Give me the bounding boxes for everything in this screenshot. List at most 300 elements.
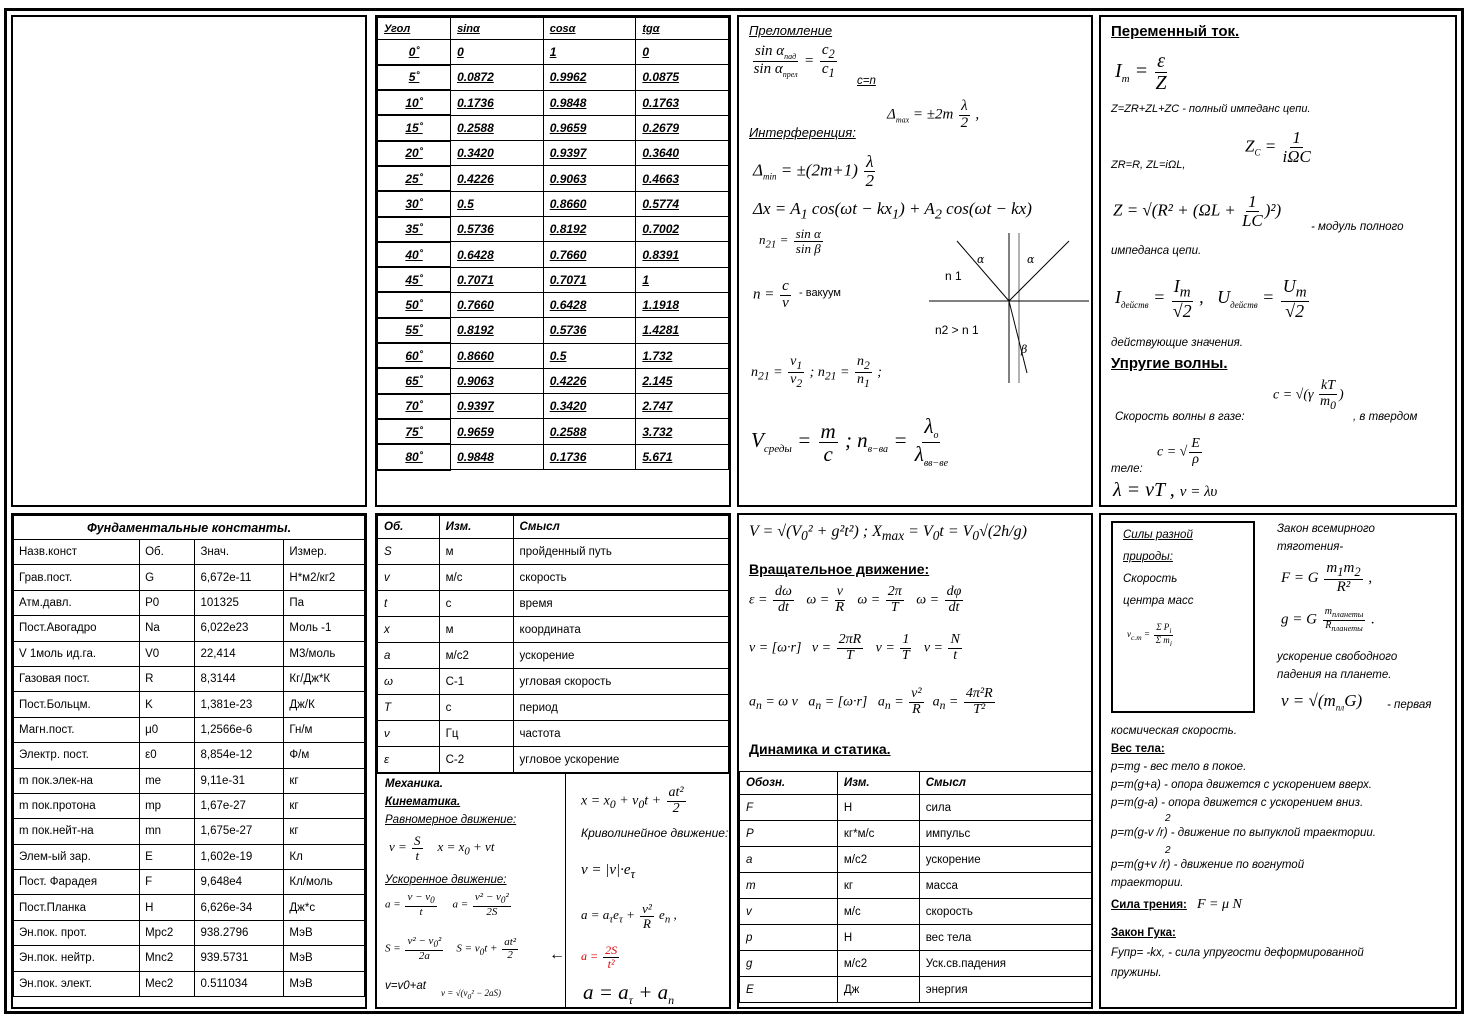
table-row <box>378 115 729 140</box>
n21-ratio-formula: $n_{21}$ = $\frac{v_1}{v_2}$ ; $n_{21}$ = $\frac{n_2}{n_1}$ ; <box>751 354 882 390</box>
dynamics-title: Динамика и статика. <box>749 741 891 757</box>
table-cell: 75˚ <box>378 419 451 444</box>
column-header: Обозн. <box>740 772 838 795</box>
table-cell: с <box>439 695 513 721</box>
weight-1: p=mg - вес тело в покое. <box>1111 761 1247 773</box>
hooke-title: Закон Гука: <box>1111 927 1176 939</box>
constants-table <box>13 515 365 997</box>
table-cell: Mec2 <box>140 971 195 996</box>
table-cell: 938.2796 <box>195 920 284 945</box>
optics-panel <box>737 15 1093 507</box>
table-row <box>378 343 729 368</box>
column-header: Назв.конст <box>14 540 140 565</box>
im-formula: $I_m$ = $\frac{\varepsilon}{Z}$ <box>1115 50 1167 94</box>
column-header: Об. <box>378 516 440 539</box>
kinematics-title: Кинематика. <box>385 796 461 808</box>
friction-title: Сила трения: <box>1111 899 1187 911</box>
waves-title: Упругие волны. <box>1111 355 1228 372</box>
first-b: космическая скорость. <box>1111 725 1237 737</box>
table-cell: Mpc2 <box>140 920 195 945</box>
table-cell: 1.732 <box>636 343 729 368</box>
table-cell: 1,602e-19 <box>195 844 284 869</box>
table-cell: Н <box>837 795 919 821</box>
column-header: Изм. <box>439 516 513 539</box>
table-cell: 1.4281 <box>636 318 729 343</box>
v-vector-formula: $v = |v|\cdot e_\tau$ <box>581 862 636 881</box>
table-cell: пройденный путь <box>513 539 728 565</box>
table-cell: 40˚ <box>378 242 451 267</box>
table-row <box>14 717 365 742</box>
table-cell: частота <box>513 721 728 747</box>
table-cell: ν <box>378 721 440 747</box>
table-cell: м <box>439 539 513 565</box>
table-cell: 0.7002 <box>636 217 729 242</box>
table-cell: T <box>378 695 440 721</box>
table-row <box>14 768 365 793</box>
table-cell: 70˚ <box>378 394 451 419</box>
table-cell: 0.7071 <box>451 267 544 292</box>
table-cell: me <box>140 768 195 793</box>
gas-speed-label: Скорость волны в газе: <box>1115 411 1245 423</box>
table-cell: 0.4226 <box>451 166 544 191</box>
table-cell: координата <box>513 617 728 643</box>
table-cell: 6,672e-11 <box>195 565 284 590</box>
table-cell: м/с2 <box>439 643 513 669</box>
table-cell: МэВ <box>284 946 365 971</box>
table-cell: μ0 <box>140 717 195 742</box>
table-row <box>14 565 365 590</box>
table-cell: 35˚ <box>378 217 451 242</box>
table-row <box>14 743 365 768</box>
column-header: Смысл <box>513 516 728 539</box>
table-cell: Н*м2/кг2 <box>284 565 365 590</box>
table-row <box>14 793 365 818</box>
table-cell: g <box>740 951 838 977</box>
table-cell: 101325 <box>195 590 284 615</box>
refraction-formula: $\frac{\sin \alpha_{пад}}{\sin \alpha_{прел}}$ = $\frac{c_2}{c_1}$ <box>753 42 835 81</box>
table-cell: Дж*с <box>284 895 365 920</box>
table-cell: с <box>439 591 513 617</box>
table-cell: 55˚ <box>378 318 451 343</box>
table-row <box>378 419 729 444</box>
table-cell: 0.7660 <box>543 242 636 267</box>
table-cell: 2.747 <box>636 394 729 419</box>
table-row <box>14 590 365 615</box>
n21-formula: $n_{21}$ = $\frac{\text{sin α}}{\text{sin β}}$ <box>759 226 821 256</box>
table-row <box>740 977 1094 1003</box>
delta-max-formula: $\Delta_{max} = \pm 2m$ $\frac{\lambda}{2}$ , <box>887 98 980 131</box>
table-cell: 0.8391 <box>636 242 729 267</box>
weight-title: Вес тела: <box>1111 743 1165 755</box>
table-cell: 0.1736 <box>451 90 544 115</box>
sq-2: 2 <box>1165 845 1171 856</box>
table-cell: 0.9063 <box>451 368 544 393</box>
column-header: cosα <box>543 18 636 40</box>
svg-text:α: α <box>977 253 985 266</box>
a-red-formula: a = $\frac{2S}{\text{t²}}$ <box>581 943 618 971</box>
table-row <box>14 971 365 996</box>
gravity-a: Закон всемирного <box>1277 523 1375 535</box>
mechanics-title: Механика. <box>385 778 443 790</box>
delta-min-formula: $\Delta_{min} = \pm(2m+1)$ $\frac{\lambda}{2}$ <box>753 152 875 190</box>
table-cell: вес тела <box>919 925 1093 951</box>
weight-5b: траектории. <box>1111 877 1184 889</box>
table-cell: Кл/моль <box>284 870 365 895</box>
table-cell: 0.3640 <box>636 141 729 166</box>
table-row <box>378 318 729 343</box>
table-cell: p <box>740 925 838 951</box>
mechanics-box <box>377 773 731 1009</box>
table-cell: F <box>140 870 195 895</box>
rotation-title: Вращательное движение: <box>749 561 930 577</box>
freefall-a: ускорение свободного <box>1277 651 1398 663</box>
first-cosmic-formula: $v = √(m_{пл}G)$ <box>1281 691 1363 713</box>
table-cell: 0.9848 <box>543 90 636 115</box>
table-cell: 1 <box>543 40 636 65</box>
table-cell: угловая скорость <box>513 669 728 695</box>
kinematics-symbols-table <box>377 515 729 773</box>
ac-title: Переменный ток. <box>1111 23 1240 40</box>
table-cell: P0 <box>140 590 195 615</box>
table-row <box>378 444 729 469</box>
dynamics-symbols-table <box>739 771 1093 1003</box>
a-components-formula: $a = a_\tau e_\tau$ + $\frac{\text{v²}}{R}$ $e_n$ , <box>581 901 677 931</box>
table-cell: 8,3144 <box>195 666 284 691</box>
table-cell: E <box>740 977 838 1003</box>
z-modulus-formula: Z = √(R² + (ΩL + $\frac{1}{LC}$ )²) <box>1113 192 1282 230</box>
table-cell: 50˚ <box>378 292 451 317</box>
table-cell: 0.1736 <box>543 444 636 469</box>
table-row <box>14 819 365 844</box>
table-cell: 1.1918 <box>636 292 729 317</box>
projectile-formula: $V = √(V_0^2 + g^2t^2)$ ; $X_{max} = V_0t = V_0√(2h/g)$ <box>749 523 1027 544</box>
table-cell: 0.9063 <box>543 166 636 191</box>
table-cell: 939.5731 <box>195 946 284 971</box>
impedance-note: Z=ZR+ZL+ZC - полный импеданс цепи. <box>1111 103 1311 115</box>
table-cell: 0.5736 <box>543 318 636 343</box>
vacuum-note: - вакуум <box>799 287 841 299</box>
table-cell: Ф/м <box>284 743 365 768</box>
table-cell: 0.6428 <box>543 292 636 317</box>
arrow-icon: ← <box>549 946 565 963</box>
table-cell: 0.4663 <box>636 166 729 191</box>
a-vector-formula: $a = a_\tau + a_n$ <box>583 980 675 1008</box>
table-cell: 0.0872 <box>451 65 544 90</box>
table-cell: G <box>140 565 195 590</box>
table-cell: 0.8192 <box>451 318 544 343</box>
table-row <box>14 844 365 869</box>
table-cell: 0.9397 <box>451 394 544 419</box>
zc-formula: $Z_C$ = $\frac{1}{\text{iΩC}}$ <box>1245 128 1311 166</box>
kinematics-panel <box>375 513 731 1009</box>
table-cell: 1,675e-27 <box>195 819 284 844</box>
table-cell: 6,626e-34 <box>195 895 284 920</box>
table-cell: Магн.пост. <box>14 717 140 742</box>
gravity-b: тяготения- <box>1277 541 1344 553</box>
table-cell: 1 <box>636 267 729 292</box>
table-cell: Эн.пок. нейтр. <box>14 946 140 971</box>
g-formula: g = G $\frac{m_{планеты}}{R_{планеты}}$ . <box>1281 606 1375 633</box>
table-cell: Элем-ый зар. <box>14 844 140 869</box>
table-cell: 0 <box>451 40 544 65</box>
table-cell: 0.8192 <box>543 217 636 242</box>
box-line-a: Силы разной <box>1123 529 1193 541</box>
table-row <box>378 591 729 617</box>
table-cell: H <box>140 895 195 920</box>
curvilinear-label: Криволинейное движение: <box>581 826 729 840</box>
table-cell: 5˚ <box>378 65 451 90</box>
forces-panel <box>1099 513 1457 1009</box>
table-cell: 0.2679 <box>636 115 729 140</box>
box-line-d: центра масс <box>1123 595 1194 607</box>
table-row <box>740 795 1094 821</box>
center-mass-box <box>1111 521 1255 713</box>
table-row <box>14 946 365 971</box>
table-cell: 1,2566e-6 <box>195 717 284 742</box>
table-cell: Грав.пост. <box>14 565 140 590</box>
interference-title: Интерференция: <box>749 125 856 140</box>
table-cell: 0.9962 <box>543 65 636 90</box>
table-cell: V0 <box>140 641 195 666</box>
table-cell: Эн.пок. элект. <box>14 971 140 996</box>
weight-2: p=m(g+a) - опора движется с ускорением вверх. <box>1111 779 1372 791</box>
table-row <box>740 951 1094 977</box>
table-cell: x <box>378 617 440 643</box>
table-cell: 1,381e-23 <box>195 692 284 717</box>
table-row <box>378 191 729 216</box>
table-cell: 0.5 <box>543 343 636 368</box>
table-cell: 0.5 <box>451 191 544 216</box>
table-cell: 9,648e4 <box>195 870 284 895</box>
n-formula: n = $\frac{c}{v}$ <box>753 278 789 311</box>
table-row <box>378 721 729 747</box>
table-cell: 15˚ <box>378 115 451 140</box>
table-row <box>378 695 729 721</box>
table-row <box>378 90 729 115</box>
cheat-sheet-frame <box>4 8 1464 1014</box>
column-header: Об. <box>140 540 195 565</box>
table-cell: 0.4226 <box>543 368 636 393</box>
table-cell: ускорение <box>513 643 728 669</box>
table-cell: м/с <box>837 899 919 925</box>
rotation-formula-2: v = [ω·r] v = $\frac{2\pi R}{T}$ ν = $\frac{1}{T}$ ν = $\frac{N}{t}$ <box>749 632 960 663</box>
table-cell: скорость <box>919 899 1093 925</box>
table-cell: скорость <box>513 565 728 591</box>
ac-panel <box>1099 15 1457 507</box>
uniform-label: Равномерное движение: <box>385 814 517 826</box>
table-row <box>378 40 729 65</box>
table-cell: Кг/Дж*К <box>284 666 365 691</box>
table-row <box>378 242 729 267</box>
table-cell: 20˚ <box>378 141 451 166</box>
column-header: Измер. <box>284 540 365 565</box>
table-cell: Гн/м <box>284 717 365 742</box>
table-cell: V 1моль ид.га. <box>14 641 140 666</box>
table-cell: 2.145 <box>636 368 729 393</box>
table-cell: масса <box>919 873 1093 899</box>
table-cell: Н <box>837 925 919 951</box>
table-cell: 45˚ <box>378 267 451 292</box>
table-cell: период <box>513 695 728 721</box>
table-cell: кг <box>284 793 365 818</box>
table-row <box>378 643 729 669</box>
table-row <box>740 821 1094 847</box>
table-cell: МэВ <box>284 920 365 945</box>
table-cell: t <box>378 591 440 617</box>
table-cell: v <box>378 565 440 591</box>
svg-text:α: α <box>1027 253 1035 266</box>
table-row <box>378 394 729 419</box>
table-cell: Кл <box>284 844 365 869</box>
table-cell: Дж <box>837 977 919 1003</box>
table-row <box>378 539 729 565</box>
table-cell: 0.511034 <box>195 971 284 996</box>
table-cell: 0.9659 <box>543 115 636 140</box>
table-cell: 0.9659 <box>451 419 544 444</box>
table-cell: 0.9848 <box>451 444 544 469</box>
weight-4: p=m(g-v /r) - движение по выпуклой траектории. <box>1111 827 1376 839</box>
delta-x-formula: $\Delta x = A_1$ $\cos(\omega t - kx_1) + A_2$ cos(ωt − kx) <box>753 199 1032 223</box>
refraction-diagram <box>929 233 1089 383</box>
solid-label-b: теле: <box>1111 463 1143 475</box>
gas-speed-formula: c = √(γ $\frac{kT}{m_0}$ ) <box>1273 378 1344 412</box>
table-cell: ω <box>378 669 440 695</box>
table-row <box>740 899 1094 925</box>
table-row <box>14 870 365 895</box>
table-cell: 0.3420 <box>451 141 544 166</box>
friction-formula: F = μ N <box>1197 897 1242 912</box>
column-header: Угол <box>378 18 451 40</box>
table-cell: Пост.Авогадро <box>14 616 140 641</box>
table-cell: 0.1763 <box>636 90 729 115</box>
table-row <box>14 692 365 717</box>
freefall-b: падения на планете. <box>1277 669 1392 681</box>
n2-label: n2 > n 1 <box>935 323 979 337</box>
table-cell: Па <box>284 590 365 615</box>
table-row <box>378 617 729 643</box>
table-row <box>14 666 365 691</box>
table-cell: кг*м/с <box>837 821 919 847</box>
table-cell: 0.8660 <box>543 191 636 216</box>
table-cell: 22,414 <box>195 641 284 666</box>
table-cell: 0.7071 <box>543 267 636 292</box>
table-row <box>740 847 1094 873</box>
table-row <box>378 565 729 591</box>
table-cell: a <box>740 847 838 873</box>
table-cell: 0.8660 <box>451 343 544 368</box>
table-cell: 65˚ <box>378 368 451 393</box>
table-cell: R <box>140 666 195 691</box>
table-cell: K <box>140 692 195 717</box>
table-cell: mn <box>140 819 195 844</box>
center-mass-formula: $v_{c.m}$ = $\frac{\Sigma P_i}{\Sigma m_i}$ <box>1127 622 1172 648</box>
column-header: Изм. <box>837 772 919 795</box>
effective-formula: $I_{действ}$ = $\frac{I_m}{√2}$ , $U_{действ}$ = $\frac{U_m}{√2}$ <box>1115 276 1307 322</box>
weight-3: p=m(g-a) - опора движется с ускорением вниз. <box>1111 797 1364 809</box>
table-cell: кг <box>284 768 365 793</box>
v-eq: v=v0+at <box>385 980 426 992</box>
table-row <box>378 368 729 393</box>
constants-panel <box>11 513 367 1009</box>
table-cell: 60˚ <box>378 343 451 368</box>
table-cell: Газовая пост. <box>14 666 140 691</box>
table-cell: Гц <box>439 721 513 747</box>
table-cell: м/с2 <box>837 951 919 977</box>
lambda-formula: λ = vT , v = λυ <box>1113 479 1218 501</box>
table-cell: 0.5774 <box>636 191 729 216</box>
table-cell: mp <box>140 793 195 818</box>
table-cell: 0.9397 <box>543 141 636 166</box>
table-cell: v <box>740 899 838 925</box>
table-cell: 30˚ <box>378 191 451 216</box>
table-cell: m пок.элек-на <box>14 768 140 793</box>
table-row <box>378 141 729 166</box>
table-cell: Пост.Планка <box>14 895 140 920</box>
table-cell: Эн.пок. прот. <box>14 920 140 945</box>
column-header: tgα <box>636 18 729 40</box>
sq-1: 2 <box>1165 813 1171 824</box>
table-cell: 0˚ <box>378 40 451 65</box>
solid-label-a: , в твердом <box>1353 411 1418 423</box>
table-cell: импульс <box>919 821 1093 847</box>
table-cell: 0.6428 <box>451 242 544 267</box>
table-cell: P <box>740 821 838 847</box>
table-cell: энергия <box>919 977 1093 1003</box>
accel-formula-1: a = $\frac{v - v_0}{t}$ a = $\frac{v^2 - v_0^2}{2S}$ <box>385 891 509 918</box>
table-cell: 0.7660 <box>451 292 544 317</box>
table-row <box>378 65 729 90</box>
solid-speed-formula: c = √ $\frac{E}{\rho}$ <box>1157 436 1200 467</box>
effective-note: действующие значения. <box>1111 337 1243 349</box>
table-cell: m <box>740 873 838 899</box>
table-row <box>14 920 365 945</box>
modulus-note-b: импеданса цепи. <box>1111 245 1202 257</box>
table-cell: 5.671 <box>636 444 729 469</box>
table-cell: сила <box>919 795 1093 821</box>
uniform-formula: v = $\frac{S}{t}$ $x = x_0$ + vt <box>389 833 495 863</box>
table-cell: 0.5736 <box>451 217 544 242</box>
table-cell: 0.0875 <box>636 65 729 90</box>
table-cell: S <box>378 539 440 565</box>
table-cell: 9,11e-31 <box>195 768 284 793</box>
table-row <box>378 166 729 191</box>
v-sqrt-formula: $v = √(v_0^2 - 2aS)$ <box>441 988 502 1001</box>
v-medium-formula: $V_{среды}$ = $\frac{m}{c}$ ; $n_{в-ва}$ = $\frac{\lambda_o}{\lambda_{вв-ве}}$ <box>751 414 949 469</box>
weight-5a: p=m(g+v /r) - движение по вогнутой <box>1111 859 1305 871</box>
table-cell: Пост. Фарадея <box>14 870 140 895</box>
column-header: Смысл <box>919 772 1093 795</box>
table-cell: м <box>439 617 513 643</box>
table-cell: Атм.давл. <box>14 590 140 615</box>
table-cell: С-1 <box>439 669 513 695</box>
table-cell: ε0 <box>140 743 195 768</box>
table-cell: 25˚ <box>378 166 451 191</box>
trig-table <box>377 17 729 471</box>
refraction-title: Преломление <box>749 23 833 38</box>
table-cell: Дж/К <box>284 692 365 717</box>
rotation-panel <box>737 513 1093 1009</box>
svg-text:β: β <box>1021 343 1028 356</box>
x-formula: $x = x_0 + v_0t$ + $\frac{\text{at²}}{2}$ <box>581 785 684 816</box>
accel-formula-2: S = $\frac{v^2 - v_0^2}{2a}$ $S = v_0t$ + $\frac{\text{at²}}{2}$ <box>385 935 517 962</box>
table-row <box>14 616 365 641</box>
table-cell: 1,67e-27 <box>195 793 284 818</box>
zr-zl: ZR=R, ZL=iΩL, <box>1111 159 1186 171</box>
rotation-formula-1: ε = $\frac{d\omega}{dt}$ ω = $\frac{v}{R}$ ω = $\frac{2\pi}{T}$ ω = $\frac{d\varphi}{dt}$ <box>749 584 962 615</box>
table-cell: ε <box>378 747 440 773</box>
table-row <box>14 641 365 666</box>
table-cell: F <box>740 795 838 821</box>
